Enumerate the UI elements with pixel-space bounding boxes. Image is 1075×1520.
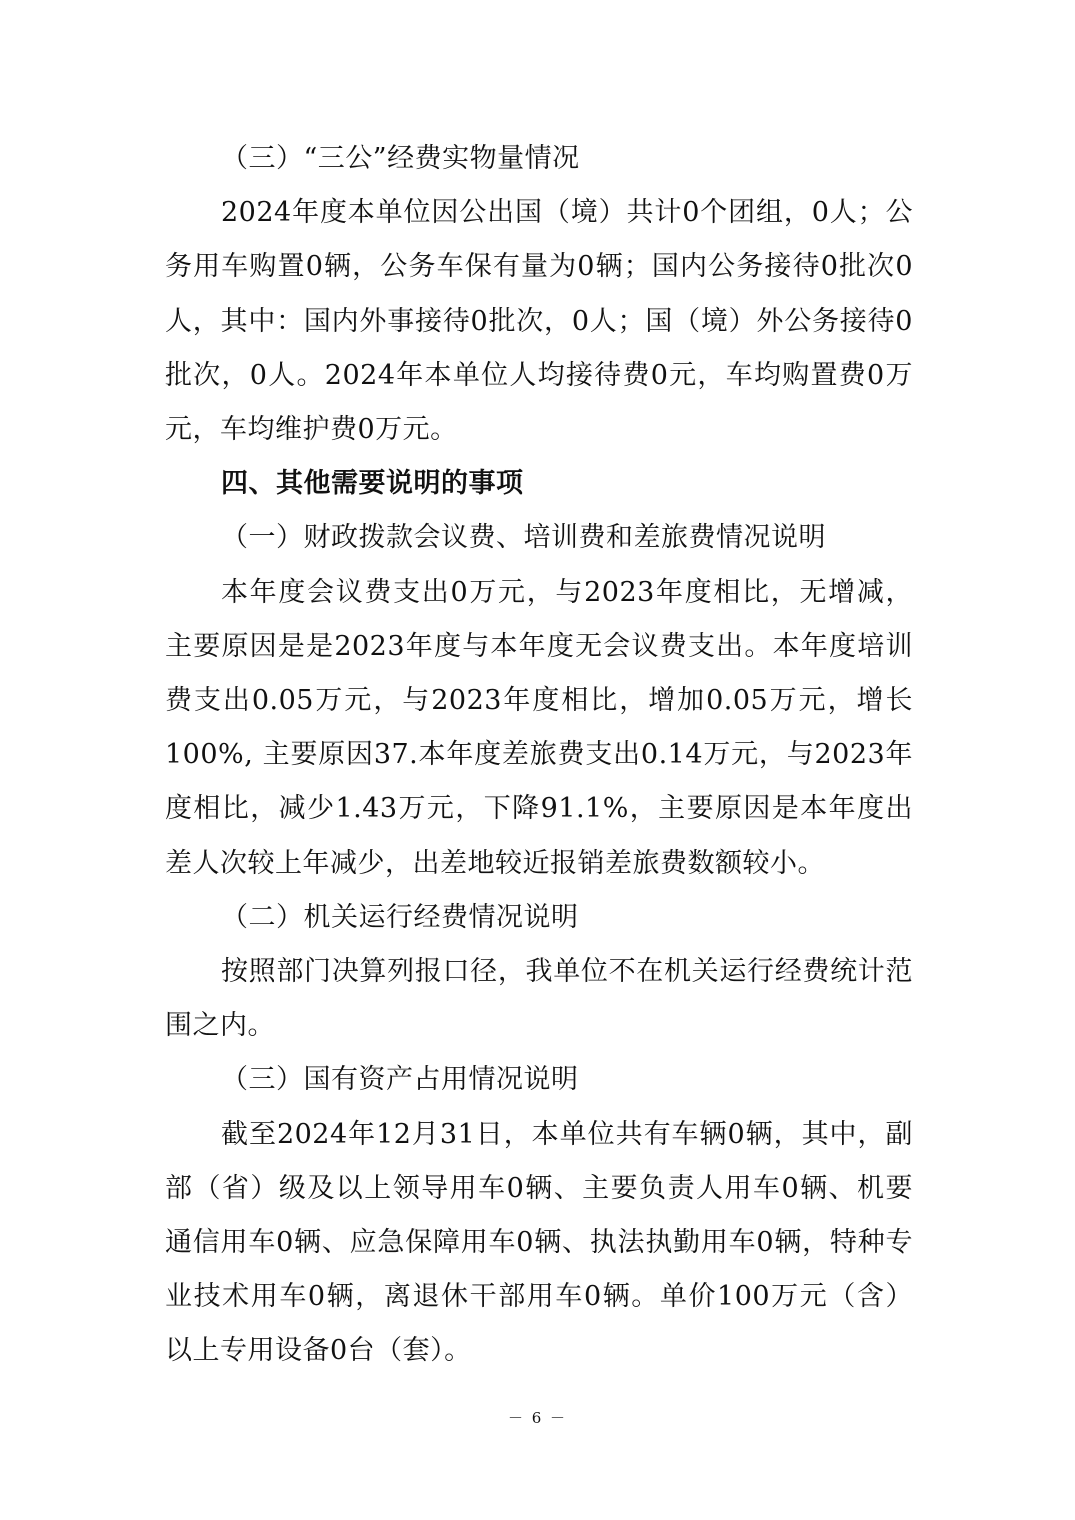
paragraph-operation-funds: 按照部门决算列报口径，我单位不在机关运行经费统计范围之内。 bbox=[165, 956, 913, 1042]
sub-heading-operation-funds: （二）机关运行经费情况说明 bbox=[221, 901, 579, 933]
sub-heading-meeting-training-travel: （一）财政拨款会议费、培训费和差旅费情况说明 bbox=[221, 522, 826, 554]
sub-heading-three-public-funds-material: （三）“三公”经费实物量情况 bbox=[221, 143, 580, 174]
page-content bbox=[165, 132, 913, 1379]
paragraph-material-quantity: 2024年度本单位因公出国（境）共计0个团组，0人；公务用车购置0辆，公务车保有量为0辆；国内公务接待0批次0人，其中：国内外事接待0批次，0人；国（境）外公务接待0批次，0人。2024年本单位人均接待费0元，车均购置费0万元，车均维护费0万元。 bbox=[165, 197, 913, 446]
paragraph-meeting-training-travel: 本年度会议费支出0万元，与2023年度相比，无增减，主要原因是是2023年度与本年度无会议费支出。本年度培训费支出0.05万元，与2023年度相比，增加0.05万元，增长100%, 主要原因37.本年度差旅费支出0.14万元，与2023年度相比，减少1.43万元，下降91.1%，主要原因是本年度出差人次较上年减少，出差地较近报销差旅费数额较小。 bbox=[165, 576, 913, 879]
page-number: － 6 － bbox=[507, 1409, 568, 1427]
paragraph-state-assets: 截至2024年12月31日，本单位共有车辆0辆，其中，副部（省）级及以上领导用车0辆、主要负责人用车0辆、机要通信用车0辆、应急保障用车0辆、执法执勤用车0辆，特种专业技术用车0辆，离退休干部用车0辆。单价100万元（含）以上专用设备0台（套）。 bbox=[165, 1118, 913, 1367]
section-heading-other-matters: 四、其他需要说明的事项 bbox=[221, 468, 524, 500]
sub-heading-state-assets: （三）国有资产占用情况说明 bbox=[221, 1064, 579, 1096]
